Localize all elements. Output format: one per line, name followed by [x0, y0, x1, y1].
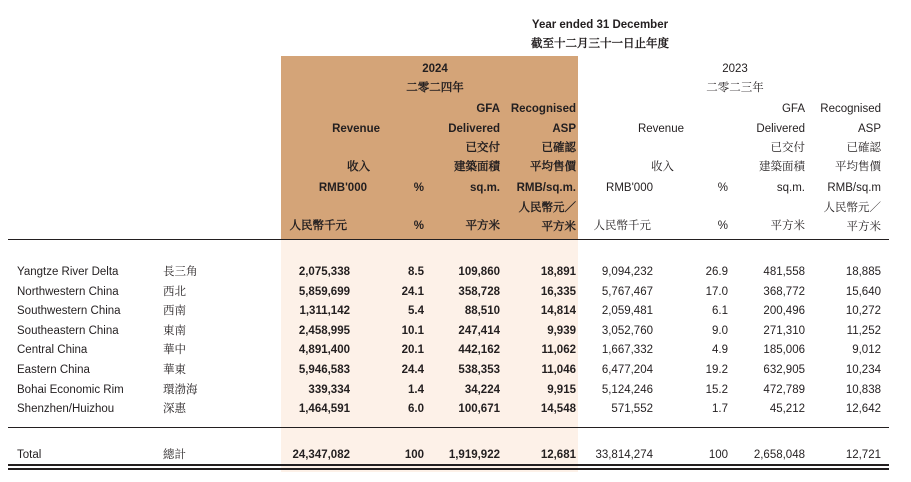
region-name: Shenzhen/Huizhou [17, 403, 115, 415]
asp-2024: 16,335 [540, 286, 576, 298]
region-name: Yangtze River Delta [17, 266, 119, 278]
revenue-2024: 1,464,591 [298, 403, 350, 415]
revenue-2024: 4,891,400 [298, 344, 350, 356]
region-name-zh: 深惠 [163, 403, 186, 415]
total-asp-2024: 12,681 [540, 449, 576, 461]
asp-2023: 11,252 [846, 325, 881, 337]
gfa-2023: 45,212 [769, 403, 805, 415]
revenue-2024: 2,458,995 [298, 325, 350, 337]
region-name-zh: 華中 [163, 344, 186, 356]
revenue-2024: 5,946,583 [298, 364, 350, 376]
pct-2024: 5.4 [408, 305, 424, 317]
year-ended-title-zh: 截至十二月三十一日止年度 [531, 38, 669, 50]
col-revenue-2023-zh: 收入 [651, 161, 674, 173]
asp-2024: 11,046 [541, 364, 576, 376]
pct-2023: 9.0 [712, 325, 728, 337]
revenue-2023: 1,667,332 [601, 344, 653, 356]
total-pct-2023: 100 [708, 449, 728, 461]
col-gfa-2023: GFA [781, 103, 805, 115]
revenue-2023: 5,124,246 [601, 384, 653, 396]
year-2023-zh: 二零二三年 [706, 82, 764, 94]
col-gfa-2024-zh: 已交付 [465, 142, 500, 154]
col-asp-2023-zh-l2: 平均售價 [835, 161, 881, 173]
col-gfa-2024: GFA [476, 103, 500, 115]
region-name-zh: 東南 [163, 325, 186, 337]
year-ended-title-en: Year ended 31 December [531, 19, 669, 31]
pct-2024: 10.1 [401, 325, 424, 337]
pct-2023: 17.0 [705, 286, 728, 298]
col-asp-2024-l2: ASP [552, 123, 576, 135]
col-pct-2023-unit-zh: % [717, 220, 728, 232]
total-revenue-2024: 24,347,082 [292, 449, 350, 461]
col-revenue-2023: Revenue [637, 123, 684, 135]
revenue-2024: 2,075,338 [298, 266, 350, 278]
col-asp-2023-zh: 已確認 [846, 142, 881, 154]
pct-2023: 4.9 [712, 344, 728, 356]
total-gfa-2024: 1,919,922 [448, 449, 500, 461]
pct-2024: 1.4 [408, 384, 424, 396]
col-pct-2024-unit: % [413, 182, 424, 194]
total-asp-2023: 12,721 [845, 449, 881, 461]
gfa-2023: 632,905 [763, 364, 805, 376]
total-revenue-2023: 33,814,274 [595, 449, 653, 461]
col-revenue-2023-unit-zh: 人民幣千元 [593, 220, 651, 232]
gfa-2024: 247,414 [458, 325, 500, 337]
pct-2024: 6.0 [408, 403, 424, 415]
col-gfa-2023-zh: 已交付 [770, 142, 805, 154]
col-pct-2023-unit: % [717, 182, 728, 194]
asp-2023: 18,885 [845, 266, 881, 278]
total-pct-2024: 100 [404, 449, 424, 461]
pct-2023: 15.2 [705, 384, 728, 396]
col-revenue-2024-unit: RMB'000 [318, 182, 367, 194]
gfa-2024: 100,671 [458, 403, 500, 415]
pct-2024: 24.1 [401, 286, 424, 298]
region-name: Bohai Economic Rim [17, 384, 124, 396]
revenue-2023: 2,059,481 [601, 305, 653, 317]
gfa-2024: 88,510 [464, 305, 500, 317]
region-name: Northwestern China [17, 286, 119, 298]
col-gfa-2023-zh-l2: 建築面積 [759, 161, 805, 173]
gfa-2023: 200,496 [763, 305, 805, 317]
year-2024-zh: 二零二四年 [406, 82, 464, 94]
pct-2023: 26.9 [705, 266, 728, 278]
region-name-zh: 長三角 [163, 266, 198, 278]
total-label-zh: 總計 [163, 449, 186, 461]
asp-2023: 12,642 [845, 403, 881, 415]
asp-2023: 15,640 [845, 286, 881, 298]
region-name-zh: 西北 [163, 286, 186, 298]
revenue-2024: 339,334 [308, 384, 350, 396]
gfa-2024: 538,353 [458, 364, 500, 376]
year-2023: 2023 [722, 63, 748, 75]
total-label-en: Total [17, 449, 42, 461]
total-double-rule-top [8, 464, 889, 466]
pct-2024: 24.4 [401, 364, 424, 376]
asp-2024: 9,915 [547, 384, 576, 396]
region-name: Southwestern China [17, 305, 121, 317]
revenue-2023: 3,052,760 [601, 325, 653, 337]
col-gfa-2023-l2: Delivered [756, 123, 805, 135]
col-gfa-2023-unit: sq.m. [776, 182, 805, 194]
asp-2024: 14,548 [540, 403, 576, 415]
gfa-2023: 368,772 [763, 286, 805, 298]
col-gfa-2024-unit-zh: 平方米 [465, 220, 500, 232]
revenue-2023: 6,477,204 [601, 364, 653, 376]
col-asp-2023-l2: ASP [857, 123, 881, 135]
gfa-2024: 34,224 [464, 384, 500, 396]
gfa-2024: 442,162 [458, 344, 500, 356]
asp-2023: 10,838 [845, 384, 881, 396]
col-asp-2024-unit-zh: 人民幣元／平方米 [518, 202, 576, 233]
asp-2024: 9,939 [547, 325, 576, 337]
header-rule [8, 239, 889, 240]
asp-2023: 10,234 [845, 364, 881, 376]
pct-2023: 19.2 [705, 364, 728, 376]
pct-2024: 20.1 [401, 344, 424, 356]
revenue-2024: 1,311,142 [299, 305, 350, 317]
region-name: Southeastern China [17, 325, 119, 337]
col-asp-2024-unit: RMB/sq.m. [516, 182, 576, 194]
col-revenue-2024-unit-zh: 人民幣千元 [289, 220, 347, 232]
col-gfa-2024-l2: Delivered [448, 123, 500, 135]
col-asp-2024-zh: 已確認 [541, 142, 576, 154]
total-gfa-2023: 2,658,048 [753, 449, 805, 461]
col-revenue-2024-zh: 收入 [347, 161, 370, 173]
gfa-2023: 185,006 [763, 344, 805, 356]
region-name: Central China [17, 344, 88, 356]
col-asp-2023-unit: RMB/sq.m [827, 182, 881, 194]
col-revenue-2023-unit: RMB'000 [606, 182, 653, 194]
col-gfa-2024-zh-l2: 建築面積 [454, 161, 500, 173]
revenue-2023: 571,552 [611, 403, 653, 415]
subtotal-rule [8, 427, 889, 428]
asp-2023: 10,272 [845, 305, 881, 317]
col-asp-2023: Recognised [820, 103, 881, 115]
asp-2023: 9,012 [852, 344, 881, 356]
asp-2024: 14,814 [540, 305, 576, 317]
gfa-2023: 271,310 [763, 325, 805, 337]
col-gfa-2023-unit-zh: 平方米 [770, 220, 805, 232]
gfa-2023: 481,558 [763, 266, 805, 278]
region-name-zh: 華東 [163, 364, 186, 376]
pct-2024: 8.5 [408, 266, 424, 278]
year-2024: 2024 [422, 63, 448, 75]
revenue-2023: 9,094,232 [601, 266, 653, 278]
col-asp-2024: Recognised [510, 103, 576, 115]
asp-2024: 18,891 [540, 266, 576, 278]
region-name-zh: 西南 [163, 305, 186, 317]
region-name-zh: 環渤海 [163, 384, 198, 396]
col-gfa-2024-unit: sq.m. [469, 182, 500, 194]
gfa-2024: 109,860 [458, 266, 500, 278]
total-double-rule-bottom [8, 468, 889, 470]
col-asp-2024-zh-l2: 平均售價 [530, 161, 576, 173]
col-asp-2023-unit-zh: 人民幣元／平方米 [823, 202, 881, 233]
gfa-2023: 472,789 [763, 384, 805, 396]
pct-2023: 1.7 [712, 403, 728, 415]
gfa-2024: 358,728 [458, 286, 500, 298]
revenue-2024: 5,859,699 [298, 286, 350, 298]
asp-2024: 11,062 [541, 344, 576, 356]
region-name: Eastern China [17, 364, 90, 376]
revenue-2023: 5,767,467 [601, 286, 653, 298]
pct-2023: 6.1 [712, 305, 728, 317]
col-pct-2024-unit-zh: % [413, 220, 424, 232]
col-revenue-2024: Revenue [332, 123, 380, 135]
